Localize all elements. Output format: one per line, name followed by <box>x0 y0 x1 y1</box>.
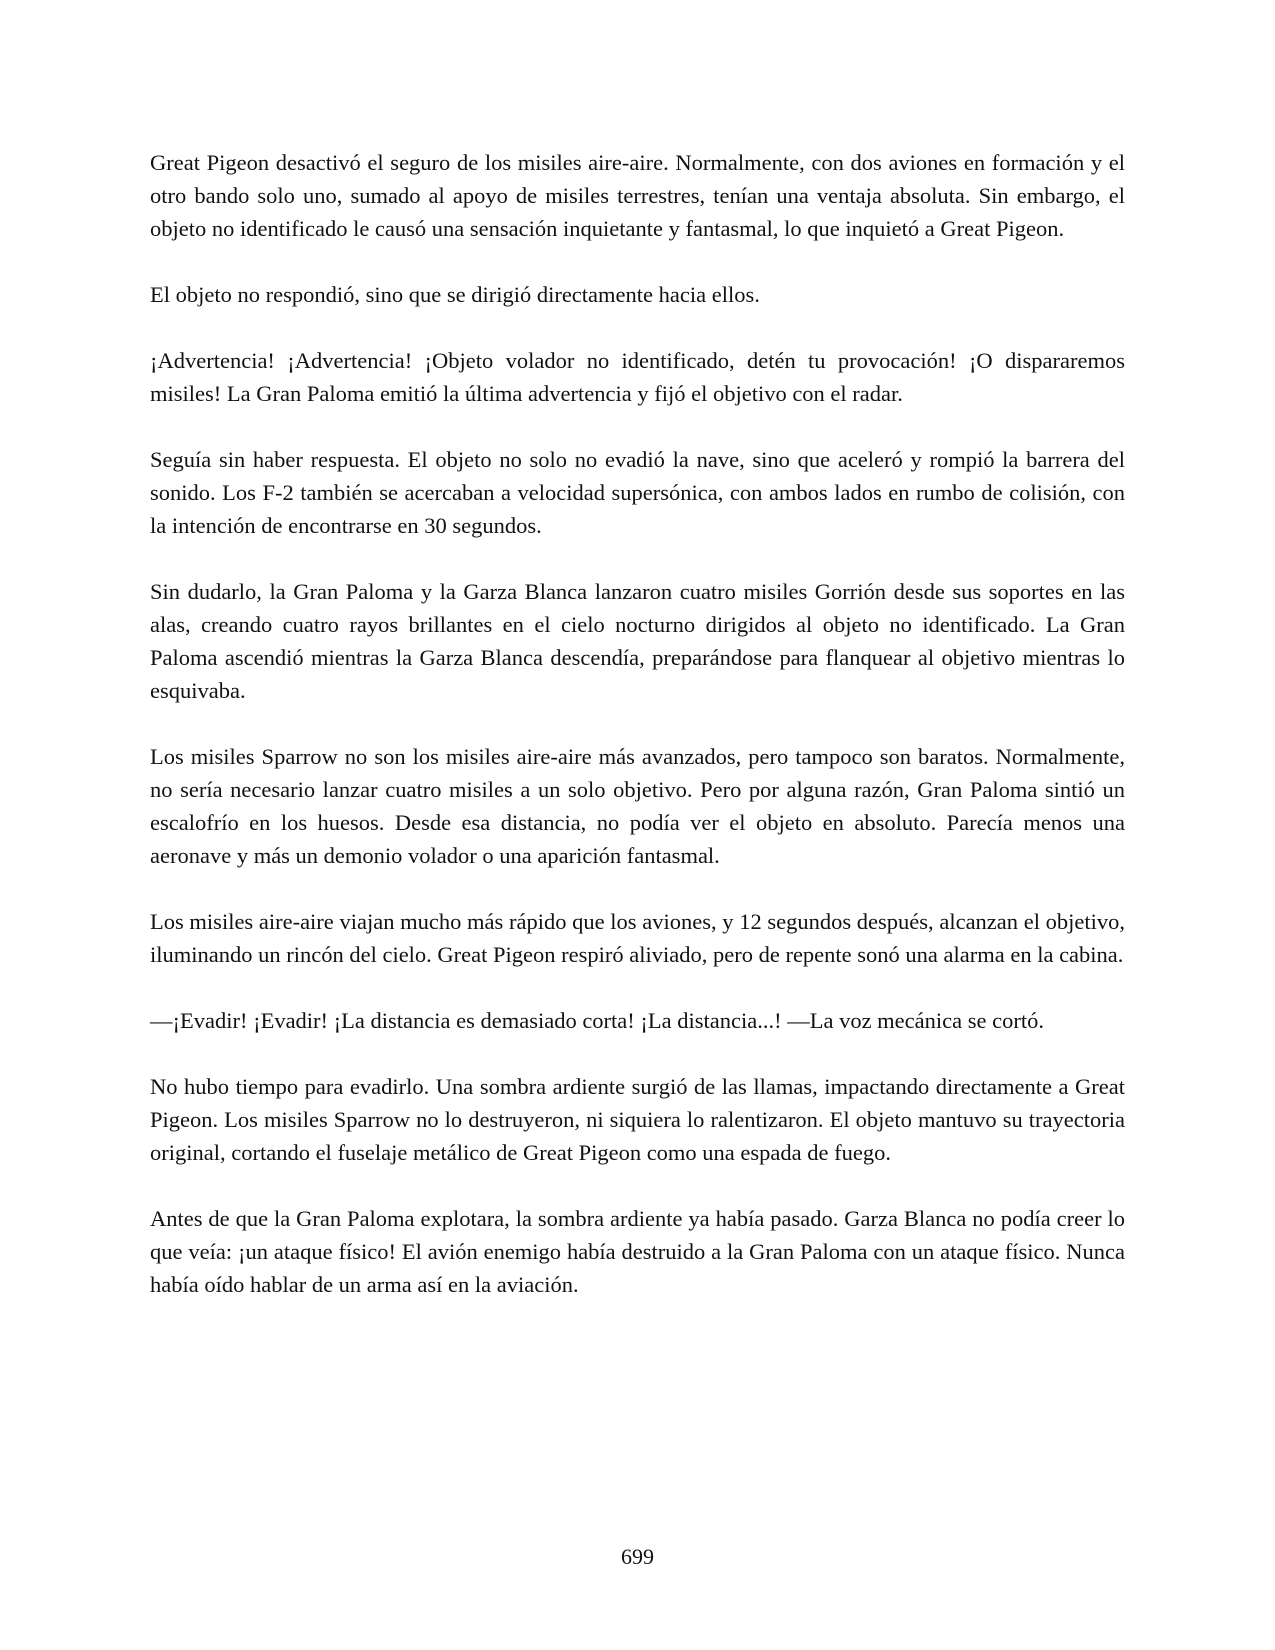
paragraph-8: —¡Evadir! ¡Evadir! ¡La distancia es demasiado corta! ¡La distancia...! —La voz mecánica se cortó. <box>150 1008 1044 1033</box>
paragraph-2: El objeto no respondió, sino que se dirigió directamente hacia ellos. <box>150 282 760 307</box>
paragraph-4: Seguía sin haber respuesta. El objeto no solo no evadió la nave, sino que aceleró y rompió la barrera del sonido. Los F-2 también se acercaban a velocidad supersónica, con ambos lados en rumbo de colisión, con la intención de encontrarse en 30 segundos. <box>150 447 1125 538</box>
page-number: 699 <box>621 1544 654 1569</box>
paragraph-7: Los misiles aire-aire viajan mucho más rápido que los aviones, y 12 segundos después, alcanzan el objetivo, iluminando un rincón del cielo. Great Pigeon respiró aliviado, pero de repente sonó una alarma en la cabina. <box>150 909 1125 967</box>
paragraph-1: Great Pigeon desactivó el seguro de los misiles aire-aire. Normalmente, con dos aviones en formación y el otro bando solo uno, sumado al apoyo de misiles terrestres, tenían una ventaja absoluta. Sin embargo, el objeto no identificado le causó una sensación inquietante y fantasmal, lo que inquietó a Great Pigeon. <box>150 150 1125 241</box>
paragraph-9: No hubo tiempo para evadirlo. Una sombra ardiente surgió de las llamas, impactando directamente a Great Pigeon. Los misiles Sparrow no lo destruyeron, ni siquiera lo ralentizaron. El objeto mantuvo su trayectoria original, cortando el fuselaje metálico de Great Pigeon como una espada de fuego. <box>150 1074 1125 1165</box>
paragraph-5: Sin dudarlo, la Gran Paloma y la Garza Blanca lanzaron cuatro misiles Gorrión desde sus soportes en las alas, creando cuatro rayos brillantes en el cielo nocturno dirigidos al objeto no identificado. La Gran Paloma ascendió mientras la Garza Blanca descendía, preparándose para flanquear al objetivo mientras lo esquivaba. <box>150 579 1125 703</box>
body-text <box>150 146 1125 1334</box>
paragraph-3: ¡Advertencia! ¡Advertencia! ¡Objeto volador no identificado, detén tu provocación! ¡O dispararemos misiles! La Gran Paloma emitió la última advertencia y fijó el objetivo con el radar. <box>150 348 1125 406</box>
paragraph-6: Los misiles Sparrow no son los misiles aire-aire más avanzados, pero tampoco son baratos. Normalmente, no sería necesario lanzar cuatro misiles a un solo objetivo. Pero por alguna razón, Gran Paloma sintió un escalofrío en los huesos. Desde esa distancia, no podía ver el objeto en absoluto. Parecía menos una aeronave y más un demonio volador o una aparición fantasmal. <box>150 744 1125 868</box>
paragraph-10: Antes de que la Gran Paloma explotara, la sombra ardiente ya había pasado. Garza Blanca no podía creer lo que veía: ¡un ataque físico! El avión enemigo había destruido a la Gran Paloma con un ataque físico. Nunca había oído hablar de un arma así en la aviación. <box>150 1206 1125 1297</box>
